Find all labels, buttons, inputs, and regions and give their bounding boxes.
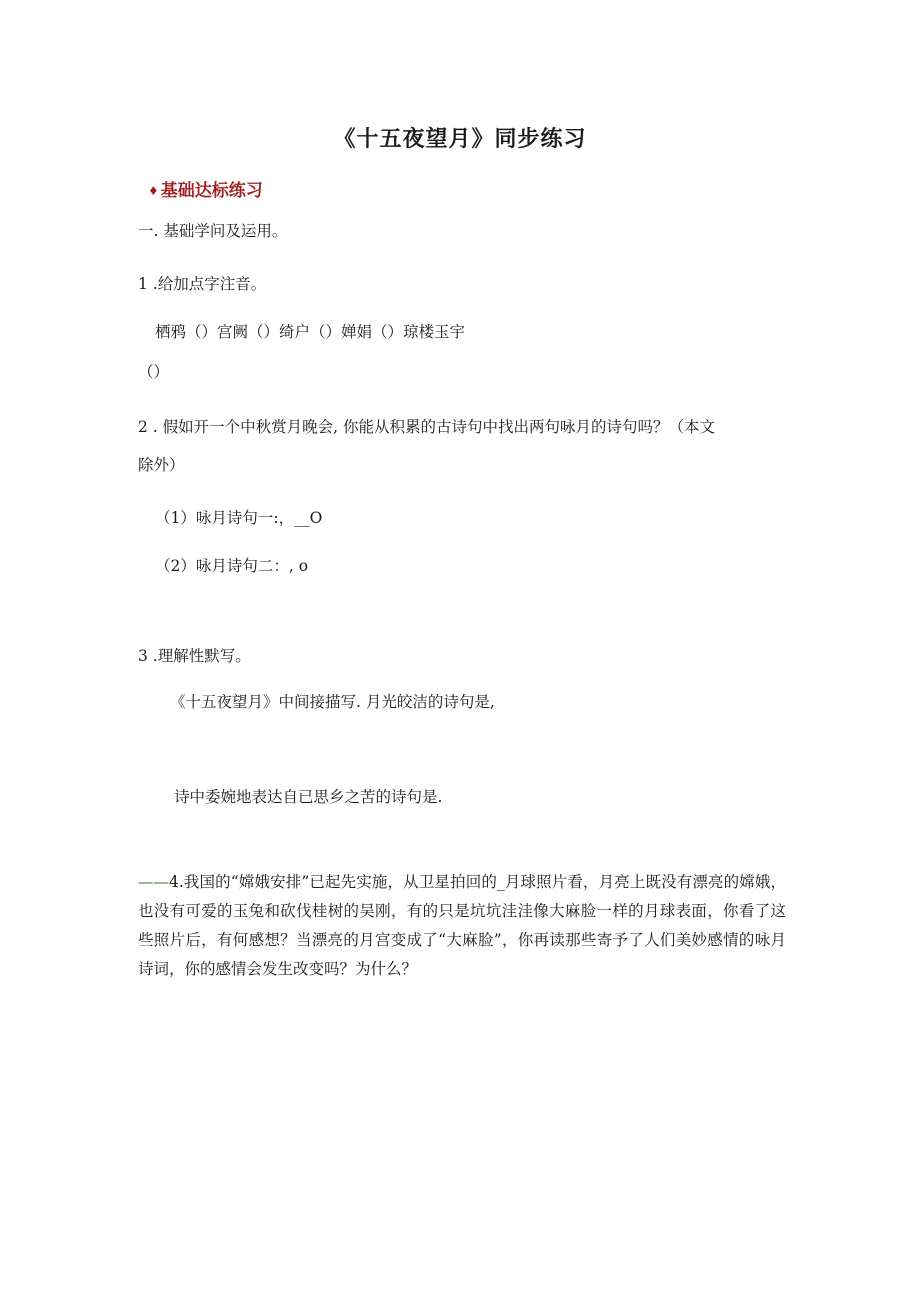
question-3-stem: 3 .理解性默写。 [138,647,251,665]
diamond-bullet-icon: ♦ [148,184,159,198]
question-2-line-1: 2 . 假如开一个中秋赏月晚会, 你能从积累的古诗句中找出两句咏月的诗句吗？（本文 [138,418,715,436]
section-heading [148,176,263,201]
page-title: 《十五夜望月》同步练习 [333,127,587,152]
question-4-dash: —— [138,873,169,891]
question-4-paragraph [138,868,786,984]
question-3-line-2: 诗中委婉地表达自已思乡之苦的诗句是. [174,788,443,806]
question-3-line-1: 《十五夜望月》中间接描写. 月光皎洁的诗句是, [170,693,495,711]
question-2-line-2: 除外） [138,456,185,474]
question-1-tail: （） [138,363,170,381]
question-2-sub-2: （2）咏月诗句二：, o [155,557,309,575]
question-1-stem: 1 .给加点字注音。 [138,275,267,293]
question-4-text: 4.我国的“嫦娥安排”已起先实施，从卫星拍回的_月球照片看，月亮上既没有漂亮的嫦娥，也没有可爱的玉兔和砍伐桂树的吴刚，有的只是坑坑洼洼像大麻脸一样的月球表面，你看了这些照片后，有何感想？当漂亮的月宫变成了“大麻脸”，你再读那些寄予了人们美妙感情的咏月诗词，你的感情会发生改变吗？为什么？ [138,873,786,978]
part-one-heading: 一. 基础学问及运用。 [138,222,288,240]
section-heading-text: 基础达标练习 [160,181,263,201]
question-2-sub-1: （1）咏月诗句一:，__O [155,509,323,527]
question-1-items: 栖鸦（）宫阙（）绮户（）婵娟（）琼楼玉宇 [155,323,466,341]
